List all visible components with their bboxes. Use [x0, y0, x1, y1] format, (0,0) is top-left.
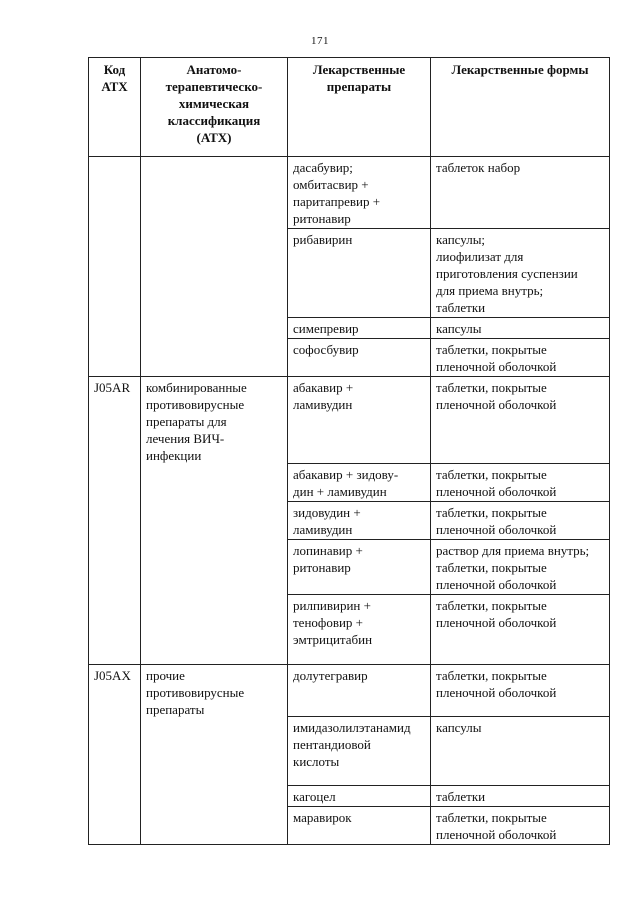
- atx-code-cell: J05AX: [89, 665, 141, 845]
- drug-name-cell: рибавирин: [288, 229, 431, 318]
- header-classification: Анатомо- терапевтическо- химическая классификация (АТХ): [141, 58, 288, 157]
- dosage-form-cell: таблетки, покрытые пленочной оболочкой: [431, 665, 610, 717]
- table-header-row: [89, 58, 610, 157]
- dosage-form-cell: капсулы: [431, 318, 610, 339]
- dosage-form-cell: раствор для приема внутрь; таблетки, покрытые пленочной оболочкой: [431, 540, 610, 595]
- dosage-form-cell: таблетки, покрытые пленочной оболочкой: [431, 807, 610, 845]
- table-row: [89, 157, 610, 229]
- table-body: [89, 157, 610, 845]
- atx-code-cell: [89, 157, 141, 377]
- drug-name-cell: имидазолилэтанамид пентандиовой кислоты: [288, 717, 431, 786]
- dosage-form-cell: таблетки, покрытые пленочной оболочкой: [431, 502, 610, 540]
- drug-name-cell: лопинавир + ритонавир: [288, 540, 431, 595]
- table-row: [89, 665, 610, 717]
- dosage-form-cell: таблеток набор: [431, 157, 610, 229]
- dosage-form-cell: таблетки: [431, 786, 610, 807]
- drug-name-cell: софосбувир: [288, 339, 431, 377]
- dosage-form-cell: таблетки, покрытые пленочной оболочкой: [431, 595, 610, 665]
- header-drugs: Лекарственные препараты: [288, 58, 431, 157]
- drug-name-cell: долутегравир: [288, 665, 431, 717]
- dosage-form-cell: таблетки, покрытые пленочной оболочкой: [431, 464, 610, 502]
- dosage-form-cell: капсулы; лиофилизат для приготовления суспензии для приема внутрь; таблетки: [431, 229, 610, 318]
- drug-name-cell: дасабувир; омбитасвир + паритапревир + ритонавир: [288, 157, 431, 229]
- page-number: 171: [311, 35, 329, 47]
- dosage-form-cell: таблетки, покрытые пленочной оболочкой: [431, 339, 610, 377]
- drug-name-cell: рилпивирин + тенофовир + эмтрицитабин: [288, 595, 431, 665]
- dosage-form-cell: капсулы: [431, 717, 610, 786]
- drug-name-cell: симепревир: [288, 318, 431, 339]
- drug-name-cell: кагоцел: [288, 786, 431, 807]
- drug-name-cell: абакавир + зидову- дин + ламивудин: [288, 464, 431, 502]
- drug-name-cell: абакавир + ламивудин: [288, 377, 431, 464]
- atx-drug-table: [88, 57, 610, 845]
- table-row: [89, 377, 610, 464]
- header-code: Код АТХ: [89, 58, 141, 157]
- classification-cell: [141, 157, 288, 377]
- header-forms: Лекарственные формы: [431, 58, 610, 157]
- atx-code-cell: J05AR: [89, 377, 141, 665]
- classification-cell: прочие противовирусные препараты: [141, 665, 288, 845]
- dosage-form-cell: таблетки, покрытые пленочной оболочкой: [431, 377, 610, 464]
- classification-cell: комбинированные противовирусные препараты для лечения ВИЧ- инфекции: [141, 377, 288, 665]
- drug-name-cell: зидовудин + ламивудин: [288, 502, 431, 540]
- drug-name-cell: маравирок: [288, 807, 431, 845]
